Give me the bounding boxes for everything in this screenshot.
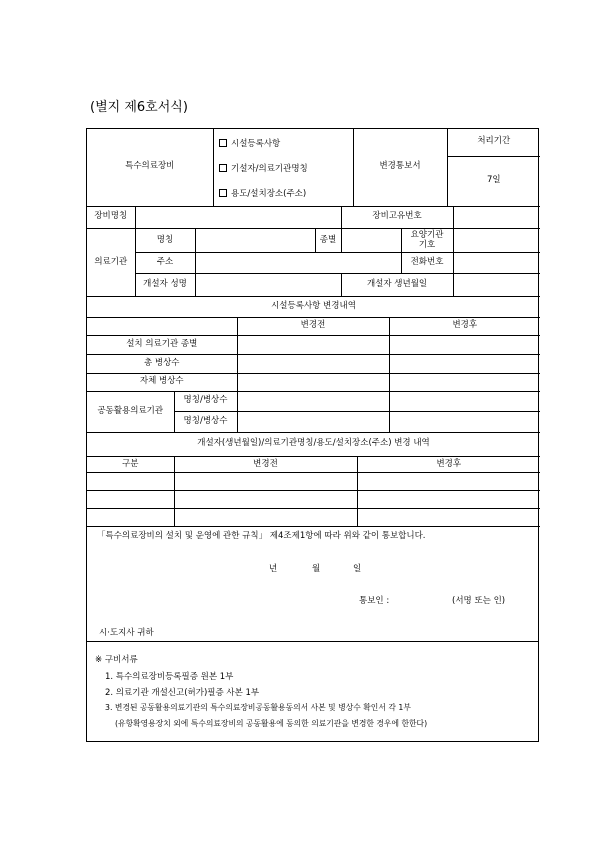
device-type-label: 특수의료장비	[87, 129, 213, 206]
facility-change-table	[87, 297, 540, 433]
device-id-label: 장비고유번호	[341, 207, 453, 229]
other-change-title: 개설자(생년월일)/의료기관명칭/용도/설치장소(주소) 변경 내역	[87, 433, 540, 457]
facility-row-label: 자체 병상수	[87, 373, 237, 391]
facility-before-cell[interactable]	[237, 391, 389, 411]
institution-label: 의료기관	[87, 229, 135, 297]
checkbox-icon[interactable]	[219, 139, 227, 147]
shared-institution-label: 공동활용의료기관	[87, 391, 174, 432]
institution-name-label: 명칭	[135, 229, 195, 253]
founder-birth-label: 개설자 생년월일	[341, 274, 453, 297]
facility-after-cell[interactable]	[389, 411, 540, 432]
documents-item: 1. 특수의료장비등록필증 원본 1부	[105, 672, 234, 682]
documents-divider	[87, 641, 538, 642]
other-before-cell[interactable]	[174, 473, 357, 491]
phone-label: 전화번호	[401, 253, 453, 274]
facility-before-cell[interactable]	[237, 335, 389, 354]
other-type-header: 구분	[87, 457, 174, 473]
other-type-cell[interactable]	[87, 473, 174, 491]
signature-label: (서명 또는 인)	[452, 596, 506, 606]
shared-sub-label: 명칭/병상수	[174, 411, 237, 432]
form-header	[87, 129, 540, 207]
founder-name-value[interactable]	[195, 274, 341, 297]
date-year: 년	[269, 564, 278, 574]
option-founder-institution[interactable]: 기설자/의료기관명칭	[219, 162, 308, 174]
option-facility-registration[interactable]: 시설등록사항	[219, 137, 280, 149]
institution-info	[87, 207, 540, 298]
option-usage-location[interactable]: 용도/설치장소(주소)	[219, 187, 306, 199]
statement-text: 「특수의료장비의 설치 및 운영에 관한 규칙」 제4조제1항에 따라 위와 같이 통보합니다.	[97, 531, 426, 541]
facility-after-cell[interactable]	[389, 335, 540, 354]
form-number-title: (별지 제6호서식)	[90, 100, 188, 115]
device-name-value[interactable]	[135, 207, 341, 229]
device-name-label: 장비명칭	[87, 207, 135, 229]
other-before-cell[interactable]	[174, 491, 357, 509]
other-after-cell[interactable]	[357, 491, 540, 509]
address-label: 주소	[135, 253, 195, 274]
date-day: 일	[353, 564, 362, 574]
other-type-cell[interactable]	[87, 491, 174, 509]
founder-birth-value[interactable]	[453, 274, 540, 297]
notifier-label: 통보인 :	[359, 596, 390, 606]
facility-row-label: 총 병상수	[87, 354, 237, 373]
addressee: 시·도지사 귀하	[99, 628, 154, 638]
institution-type-label: 종별	[315, 229, 341, 253]
other-type-cell[interactable]	[87, 509, 174, 527]
facility-before-cell[interactable]	[237, 373, 389, 391]
checkbox-icon[interactable]	[219, 164, 227, 172]
address-value[interactable]	[195, 253, 401, 274]
care-code-label: 요양기관 기호	[401, 229, 453, 253]
notice-form	[86, 128, 539, 742]
documents-title: ※ 구비서류	[95, 655, 138, 665]
facility-after-cell[interactable]	[389, 373, 540, 391]
facility-before-cell[interactable]	[237, 354, 389, 373]
facility-empty-header	[87, 317, 237, 335]
care-code-value[interactable]	[453, 229, 540, 253]
other-change-table	[87, 433, 540, 528]
other-after-header: 변경후	[357, 457, 540, 473]
facility-after-header: 변경후	[389, 317, 540, 335]
facility-change-title: 시설등록사항 변경내역	[87, 297, 540, 317]
facility-before-cell[interactable]	[237, 411, 389, 432]
other-after-cell[interactable]	[357, 473, 540, 491]
facility-before-header: 변경전	[237, 317, 389, 335]
institution-name-value[interactable]	[195, 229, 315, 253]
other-before-header: 변경전	[174, 457, 357, 473]
other-after-cell[interactable]	[357, 509, 540, 527]
date-month: 월	[312, 564, 321, 574]
device-id-value[interactable]	[453, 207, 540, 229]
checkbox-icon[interactable]	[219, 189, 227, 197]
facility-after-cell[interactable]	[389, 391, 540, 411]
documents-item: 3. 변경된 공동활용의료기관의 특수의료장비공동활용동의서 사본 및 병상수 확인서 각 1부	[105, 703, 411, 712]
facility-after-cell[interactable]	[389, 354, 540, 373]
institution-type-value[interactable]	[341, 229, 401, 253]
other-before-cell[interactable]	[174, 509, 357, 527]
processing-period-value: 7일	[447, 156, 540, 206]
founder-name-label: 개설자 성명	[135, 274, 195, 297]
notice-label: 변경통보서	[353, 129, 447, 206]
documents-item: (유항확영용장치 외에 특수의료장비의 공동활용에 동의한 의료기관을 변경한 경우에 한한다)	[115, 719, 428, 728]
facility-row-label: 설치 의료기관 종별	[87, 335, 237, 354]
shared-sub-label: 명칭/병상수	[174, 391, 237, 411]
documents-item: 2. 의료기관 개설신고(허가)필증 사본 1부	[105, 688, 260, 698]
phone-value[interactable]	[453, 253, 540, 274]
processing-period-label: 처리기간	[447, 129, 540, 156]
